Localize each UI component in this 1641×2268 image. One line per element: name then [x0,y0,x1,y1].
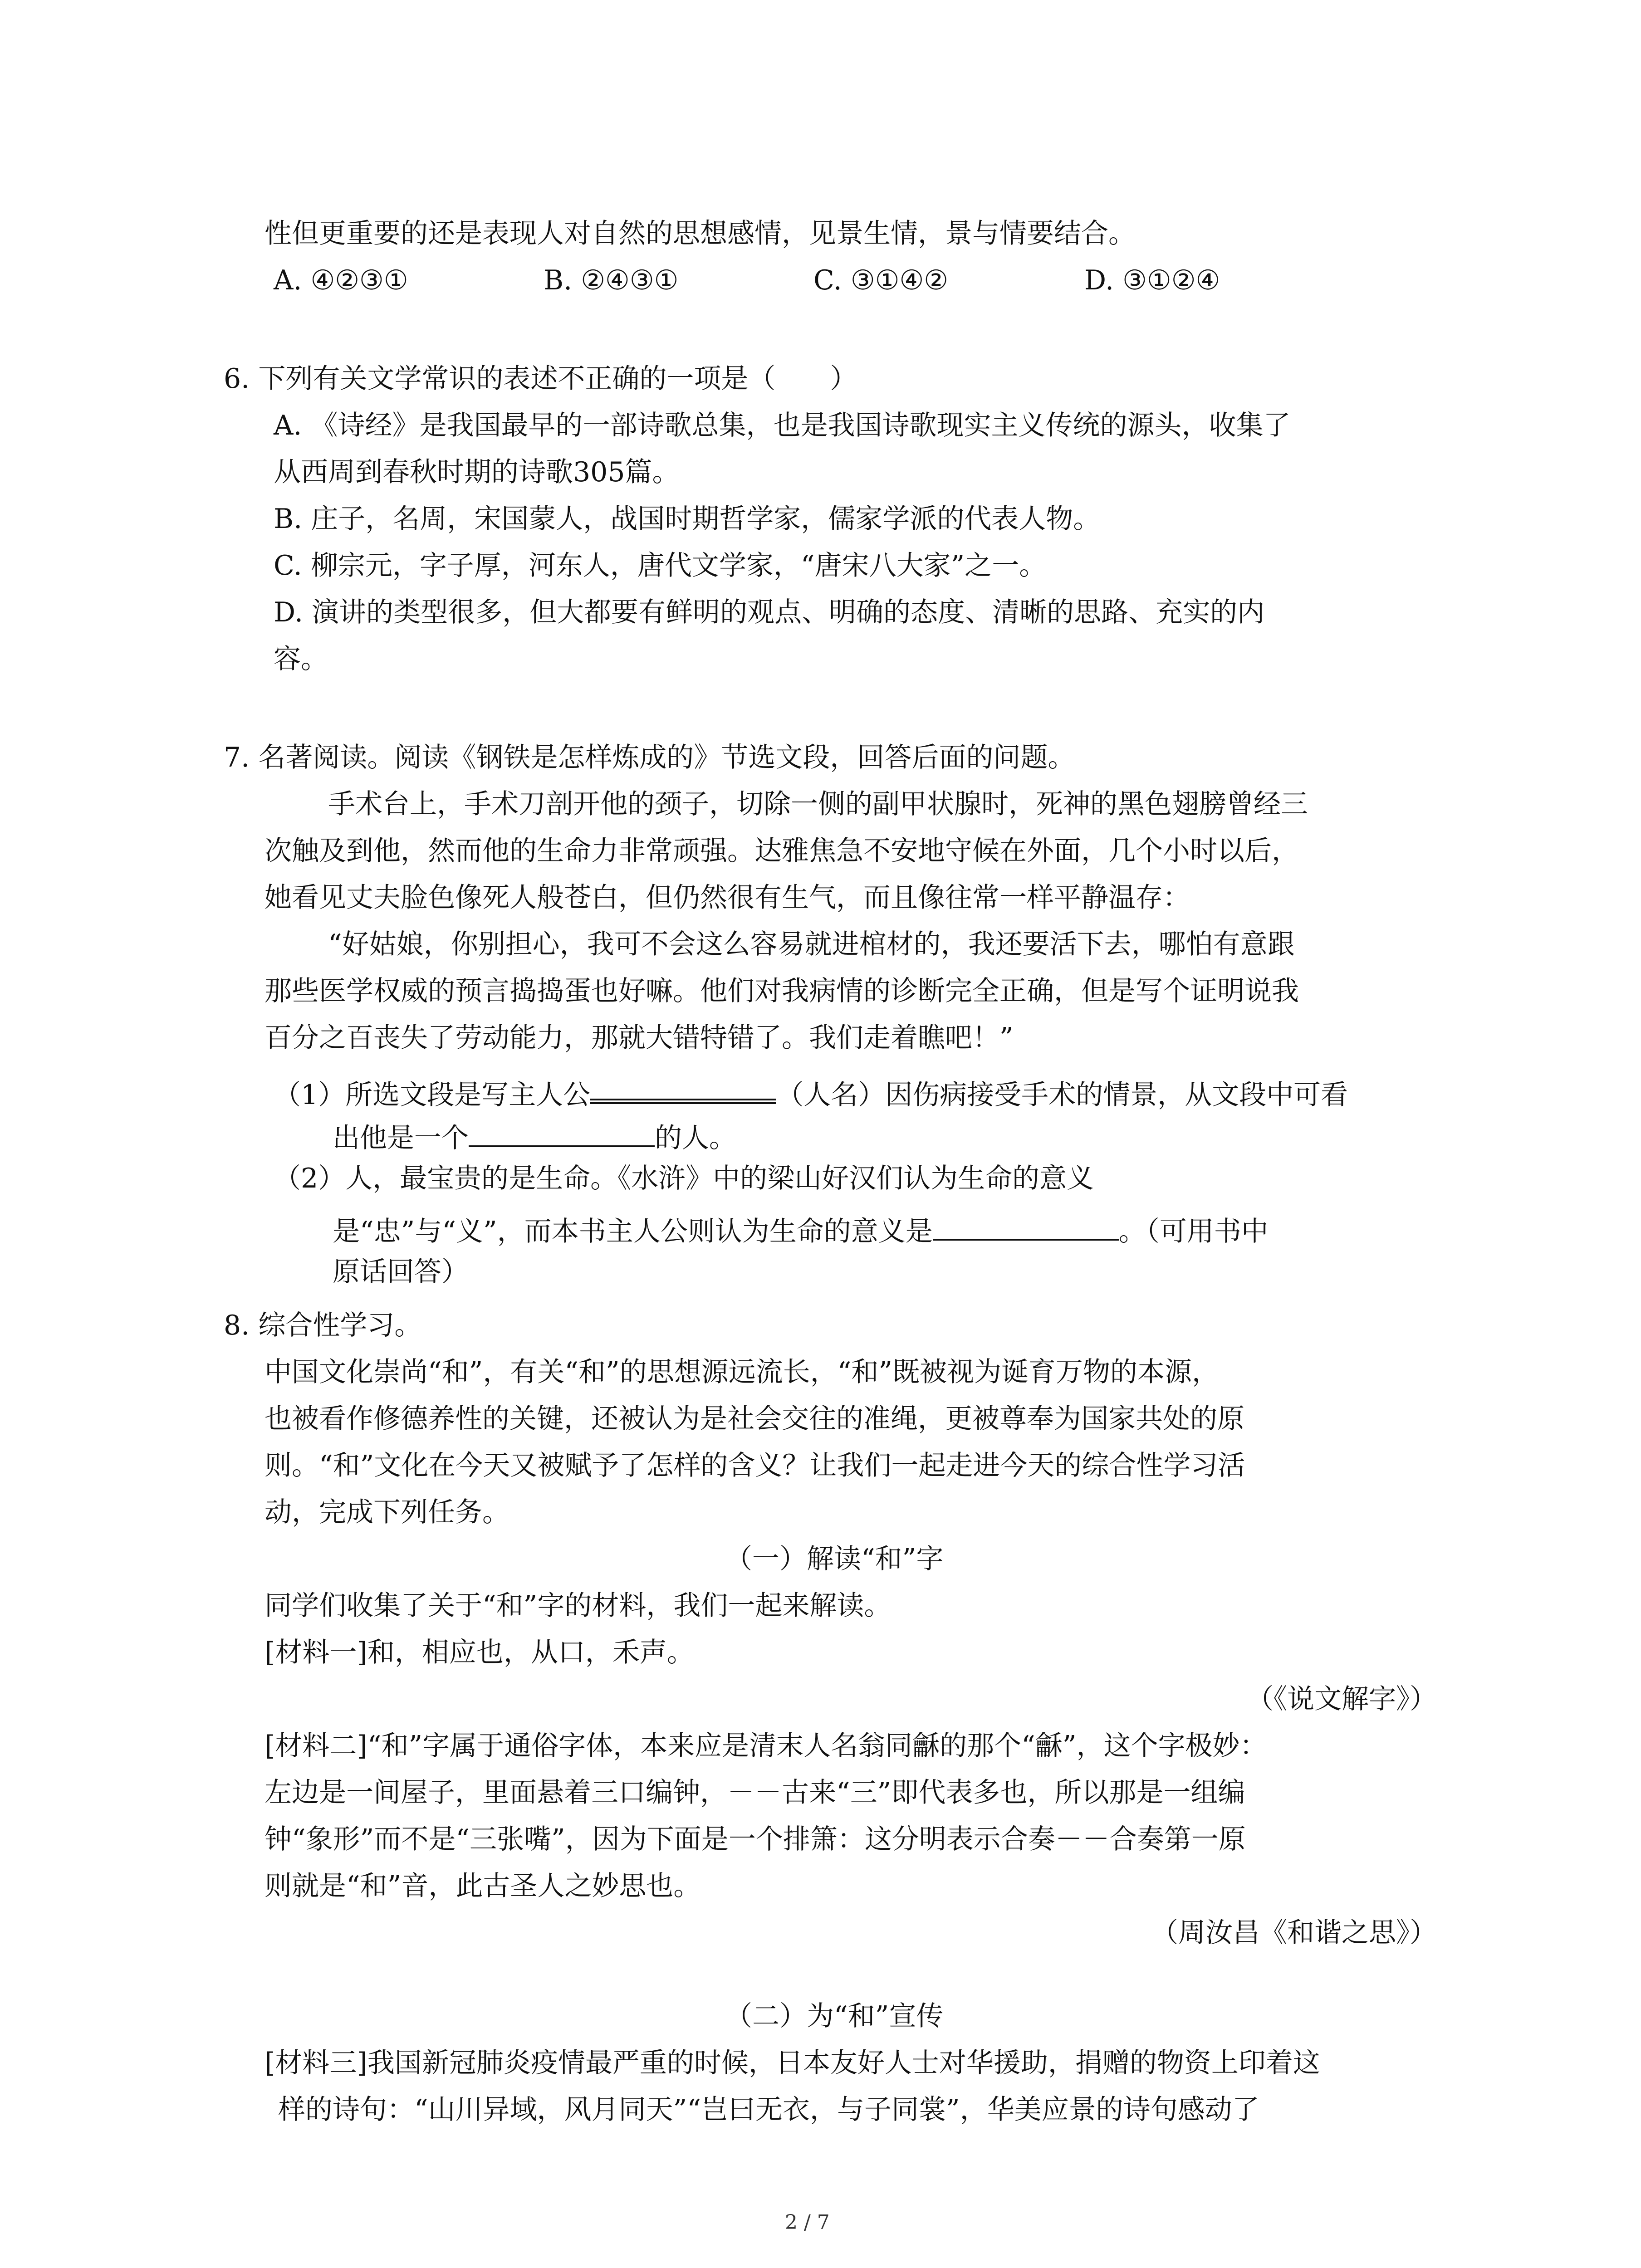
q7-sub1-line2 [333,1118,736,1152]
q8-material3-line: 样的诗句：“山川异域，风月同天”“岂曰无衣，与子同裳”，华美应景的诗句感动了 [278,2094,1259,2126]
q7-passage-line: “好姑娘，你别担心，我可不会这么容易就进棺材的，我还要活下去，哪怕有意跟 [328,929,1295,960]
q7-passage-line: 她看见丈夫脸色像死人般苍白，但仍然很有生气，而且像往常一样平静温存： [265,882,1190,914]
q7-sub1-line1 [274,1071,1348,1109]
q7-sub1-text-b: （人名）因伤病接受手术的情景，从文段中可看 [776,1079,1348,1111]
q7-sub2-answer-blank[interactable] [933,1212,1119,1241]
q7-sub1-text-d: 的人。 [655,1122,736,1154]
q7-sub1-text-a: （1）所选文段是写主人公 [274,1079,591,1111]
q8-section1-title: （一）解读“和”字 [725,1543,944,1575]
q6-option-c: C. 柳宗元，字子厚，河东人，唐代文学家，“唐宋八大家”之一。 [274,550,1047,582]
q8-material2-line: [材料二]“和”字属于通俗字体，本来应是清末人名翁同龢的那个“龢”，这个字极妙： [265,1730,1267,1762]
q7-sub2-text-b: 是“忠”与“义”，而本书主人公则认为生命的意义是 [333,1216,933,1247]
q7-passage-line: 次触及到他，然而他的生命力非常顽强。达雅焦急不安地守候在外面，几个小时以后， [265,835,1299,867]
q7-sub1-text-c: 出他是一个 [333,1122,469,1154]
q8-intro-line: 则。“和”文化在今天又被赋予了怎样的含义？让我们一起走进今天的综合性学习活 [265,1450,1245,1481]
q6-option-d-line2: 容。 [274,643,328,675]
q5-option-d: D. ③①②④ [1084,264,1220,296]
q6-stem: 6. 下列有关文学常识的表述不正确的一项是（ ） [224,363,857,395]
q5-option-a: A. ④②③① [274,264,408,296]
q7-sub2-line3: 原话回答） [333,1256,469,1288]
q6-option-a-line2: 从西周到春秋时期的诗歌305篇。 [274,456,680,488]
q5-carry-line: 性但更重要的还是表现人对自然的思想感情，见景生情，景与情要结合。 [265,218,1136,249]
q7-sub2-line1: （2）人，最宝贵的是生命。《水浒》中的梁山好汉们认为生命的意义 [274,1163,1094,1194]
q6-option-b: B. 庄子，名周，宋国蒙人，战国时期哲学家，儒家学派的代表人物。 [274,503,1101,535]
q5-option-c: C. ③①④② [813,264,949,296]
q7-passage-line: 百分之百丧失了劳动能力，那就大错特错了。我们走着瞧吧！” [265,1022,1014,1054]
q8-intro-line: 也被看作修德养性的关键，还被认为是社会交往的准绳，更被尊奉为国家共处的原 [265,1403,1244,1435]
q7-sub2-line2 [333,1212,1269,1245]
q8-section1-intro: 同学们收集了关于“和”字的材料，我们一起来解读。 [265,1590,892,1622]
q7-sub2-text-c: 。（可用书中 [1118,1216,1269,1247]
q8-intro-line: 中国文化崇尚“和”，有关“和”的思想源远流长，“和”既被视为诞育万物的本源， [265,1356,1220,1388]
q7-sub1-answer-blank-trait[interactable] [469,1118,655,1147]
q8-material2-line: 则就是“和”音，此古圣人之妙思也。 [265,1870,701,1902]
q8-material1-source: （《说文解字》） [1246,1683,1437,1715]
q7-stem: 7. 名著阅读。阅读《钢铁是怎样炼成的》节选文段，回答后面的问题。 [224,742,1075,773]
q7-passage-line: 手术台上，手术刀剖开他的颈子，切除一侧的副甲状腺时，死神的黑色翅膀曾经三 [328,788,1308,820]
q8-stem: 8. 综合性学习。 [224,1310,422,1341]
q8-material1: [材料一]和，相应也，从口，禾声。 [265,1637,694,1668]
q6-option-d-line1: D. 演讲的类型很多，但大都要有鲜明的观点、明确的态度、清晰的思路、充实的内 [274,596,1265,628]
q5-option-b: B. ②④③① [544,264,679,296]
q8-material2-source: （周汝昌《和谐之思》） [1151,1917,1437,1949]
q6-option-a-line1: A. 《诗经》是我国最早的一部诗歌总集，也是我国诗歌现实主义传统的源头，收集了 [274,410,1291,441]
q8-section2-title: （二）为“和”宣传 [725,2000,944,2032]
q8-material2-line: 左边是一间屋子，里面悬着三口编钟，－－古来“三”即代表多也，所以那是一组编 [265,1777,1245,1809]
q7-sub1-answer-blank-name[interactable] [590,1071,776,1104]
q8-material2-line: 钟“象形”而不是“三张嘴”，因为下面是一个排箫：这分明表示合奏－－合奏第一原 [265,1823,1246,1855]
q8-intro-line: 动，完成下列任务。 [265,1496,509,1528]
page-number: 2 / 7 [785,2211,830,2234]
q8-material3-line: [材料三]我国新冠肺炎疫情最严重的时候，日本友好人士对华援助，捐赠的物资上印着这 [265,2047,1320,2079]
q7-passage-line: 那些医学权威的预言捣捣蛋也好嘛。他们对我病情的诊断完全正确，但是写个证明说我 [265,975,1299,1007]
